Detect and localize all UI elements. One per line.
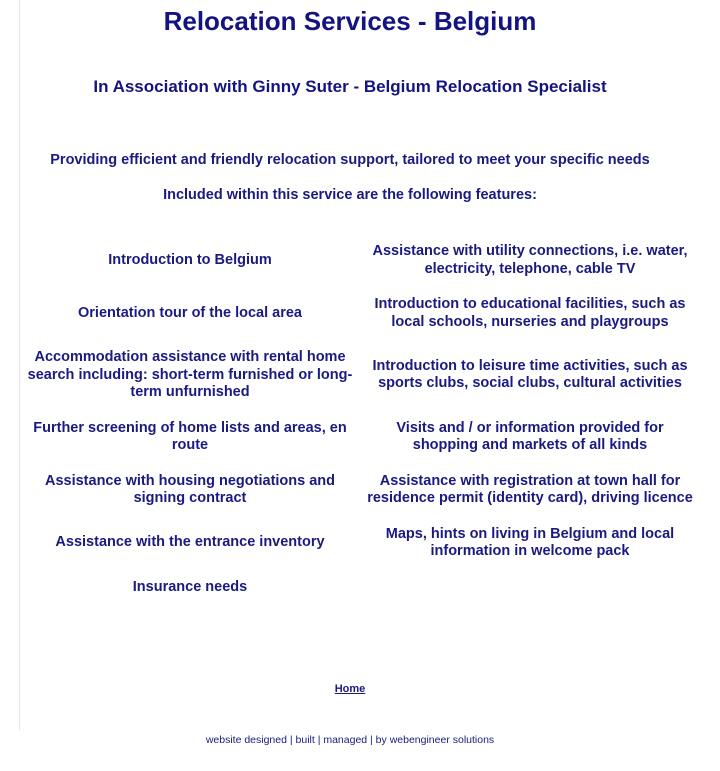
home-nav bbox=[0, 683, 700, 695]
feature-right-item: Visits and / or information provided for shopping and markets of all kinds bbox=[396, 419, 664, 453]
feature-row bbox=[20, 296, 700, 331]
feature-left-item: Orientation tour of the local area bbox=[78, 304, 302, 321]
feature-right-item: Maps, hints on living in Belgium and local information in welcome pack bbox=[385, 525, 675, 559]
feature-left-item: Accommodation assistance with rental home search including: short-term furnished or long-term unfurnished bbox=[27, 349, 353, 400]
feature-row bbox=[20, 526, 700, 561]
page-title: Relocation Services - Belgium bbox=[163, 6, 537, 36]
feature-right-item: Assistance with utility connections, i.e. water, electricity, telephone, cable TV bbox=[372, 243, 688, 277]
features-table bbox=[20, 243, 700, 596]
feature-left-item: Assistance with the entrance inventory bbox=[55, 534, 325, 551]
feature-row bbox=[20, 420, 700, 455]
feature-right-item: Introduction to leisure time activities, such as sports clubs, social clubs, cultural activities bbox=[372, 357, 688, 392]
intro-tagline: Providing efficient and friendly relocation support, tailored to meet your specific needs bbox=[50, 152, 650, 168]
feature-row bbox=[20, 473, 700, 508]
features-heading: Included within this service are the following features: bbox=[163, 187, 537, 203]
feature-left-item: Introduction to Belgium bbox=[108, 251, 272, 268]
feature-row bbox=[20, 243, 700, 278]
home-link[interactable]: Home bbox=[334, 683, 366, 695]
feature-left-item: Further screening of home lists and areas, en route bbox=[33, 419, 347, 453]
page-subtitle: In Association with Ginny Suter - Belgium Relocation Specialist bbox=[93, 77, 607, 96]
feature-left-item: Insurance needs bbox=[132, 578, 248, 595]
feature-right-item: Introduction to educational facilities, such as local schools, nurseries and playgroups bbox=[374, 296, 686, 330]
feature-right-item bbox=[360, 579, 700, 597]
feature-row bbox=[20, 579, 700, 597]
footer-credit: website designed | built | managed | by webengineer solutions bbox=[205, 734, 495, 746]
feature-right-item: Assistance with registration at town hall for residence permit (identity card), driving licence bbox=[367, 472, 693, 506]
feature-row bbox=[20, 349, 700, 402]
feature-left-item: Assistance with housing negotiations and signing contract bbox=[44, 472, 336, 506]
